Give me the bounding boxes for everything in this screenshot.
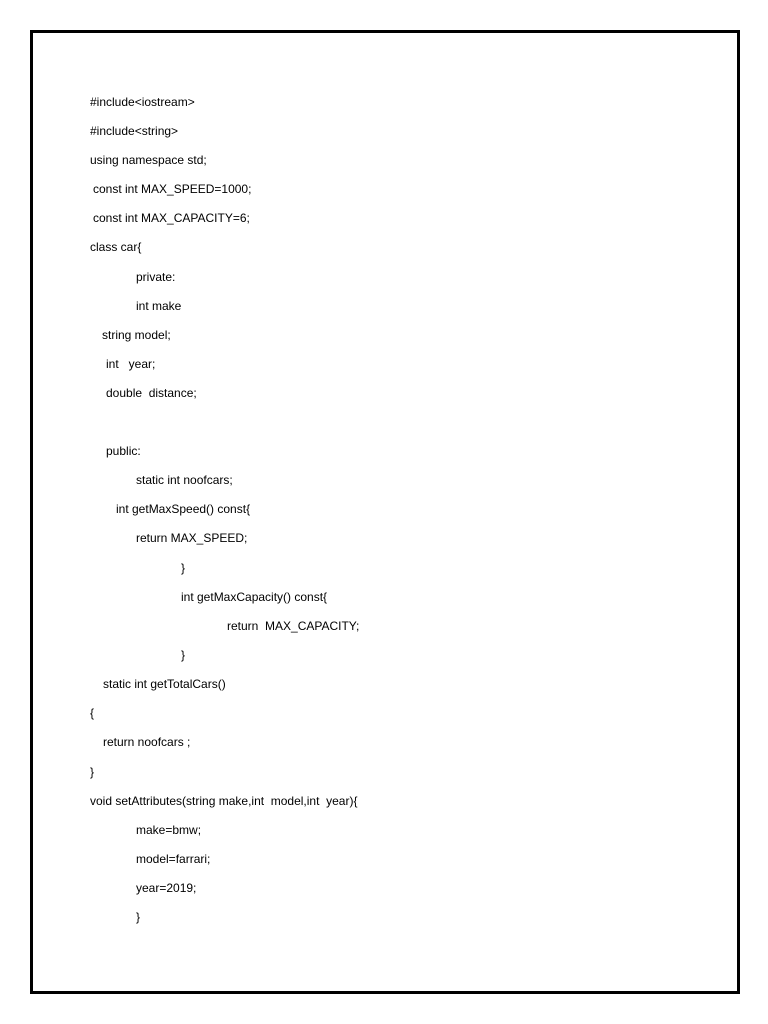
code-line: int getMaxCapacity() const{ — [181, 590, 328, 604]
code-line: { — [90, 706, 95, 720]
code-line: } — [90, 765, 95, 779]
code-line: year=2019; — [136, 881, 197, 895]
code-line: return MAX_CAPACITY; — [227, 619, 360, 633]
code-line: class car{ — [90, 240, 142, 254]
code-line: const int MAX_SPEED=1000; — [93, 182, 252, 196]
code-line: double distance; — [106, 386, 197, 400]
code-line: string model; — [102, 328, 171, 342]
code-line: void setAttributes(string make,int model,int year){ — [90, 794, 358, 808]
code-line: static int getTotalCars() — [103, 677, 226, 691]
code-line: static int noofcars; — [136, 473, 233, 487]
code-line: #include<iostream> — [90, 95, 195, 109]
code-line: make=bmw; — [136, 823, 202, 837]
code-line: return MAX_SPEED; — [136, 531, 248, 545]
code-line: model=farrari; — [136, 852, 211, 866]
code-line: } — [181, 648, 186, 662]
code-line: using namespace std; — [90, 153, 207, 167]
code-line: #include<string> — [90, 124, 179, 138]
code-line: int getMaxSpeed() const{ — [116, 502, 251, 516]
code-line: private: — [136, 270, 176, 284]
code-line: } — [181, 561, 186, 575]
code-line: } — [136, 910, 141, 924]
code-line: int year; — [106, 357, 156, 371]
code-line: public: — [106, 444, 141, 458]
code-line: int make — [136, 299, 182, 313]
code-line: return noofcars ; — [103, 735, 191, 749]
code-line: const int MAX_CAPACITY=6; — [93, 211, 250, 225]
